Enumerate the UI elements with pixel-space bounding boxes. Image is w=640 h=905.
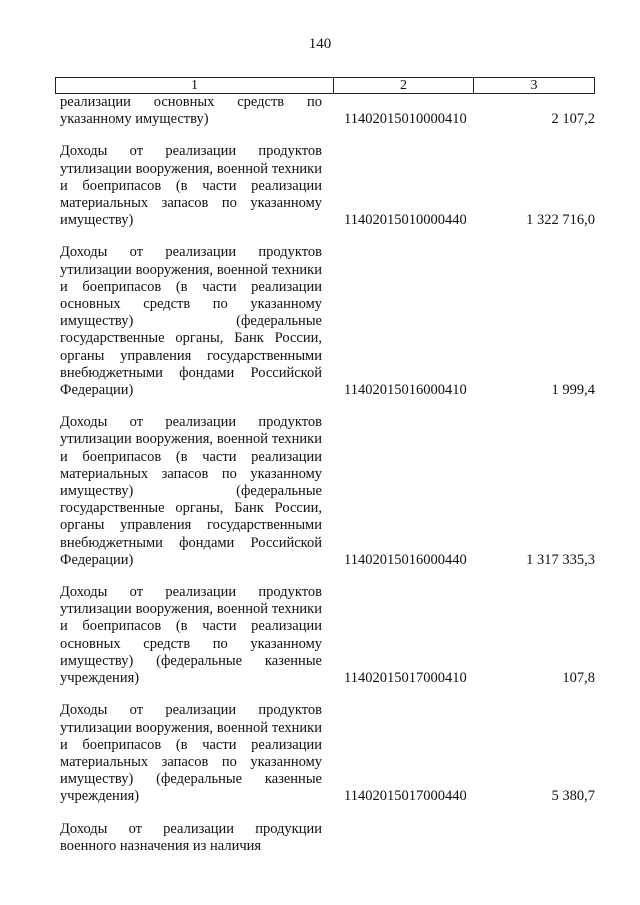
row-code: 11402015017000440 [344,788,467,805]
table-row [60,702,595,805]
row-code: 11402015016000440 [344,551,467,568]
row-amount: 2 107,2 [551,111,595,128]
table-row [60,821,595,855]
row-code: 11402015010000410 [344,111,467,128]
row-description: Доходы от реализации продуктов утилизации вооружения, военной техники и боеприпасов (в части реализации материальных запасов по указанному имуществу) [60,143,322,229]
row-amount: 107,8 [562,670,595,687]
header-col-3: 3 [530,78,538,93]
row-amount: 1 999,4 [551,382,595,399]
row-code: 11402015016000410 [344,382,467,399]
header-col-2: 2 [334,78,474,93]
row-description: Доходы от реализации продукции военного назначения из наличия [60,820,322,854]
row-amount: 1 317 335,3 [526,551,595,568]
table-row [60,244,595,399]
row-description: Доходы от реализации продуктов утилизации вооружения, военной техники и боеприпасов (в части реализации материальных запасов по указанному имуществу) (федеральные казенные учреждения) [60,702,322,805]
row-description: реализации основных средств по указанному имуществу) [60,94,322,128]
page-number: 140 [308,36,332,52]
header-col-1: 1 [56,78,334,93]
table-row [60,143,595,229]
row-amount: 1 322 716,0 [526,212,595,229]
table-row [60,94,595,128]
row-description: Доходы от реализации продуктов утилизации вооружения, военной техники и боеприпасов (в части реализации материальных запасов по указанному имуществу) (федеральные государственные органы, Банк России, органы управления государственными внебюджетными фондами Российской Федерации) [60,414,322,568]
row-code: 11402015010000440 [344,212,467,229]
table-header [55,77,595,94]
row-amount: 5 380,7 [551,788,595,805]
row-description: Доходы от реализации продуктов утилизации вооружения, военной техники и боеприпасов (в части реализации основных средств по указанному имуществу) (федеральные государственные органы, Банк России, органы управления государственными внебюджетными фондами Российской Федерации) [60,244,322,399]
table-row [60,584,595,687]
table-body [60,94,595,870]
table-row [60,414,595,569]
row-description: Доходы от реализации продуктов утилизации вооружения, военной техники и боеприпасов (в части реализации основных средств по указанному имуществу) (федеральные казенные учреждения) [60,584,322,687]
row-code: 11402015017000410 [344,670,467,687]
